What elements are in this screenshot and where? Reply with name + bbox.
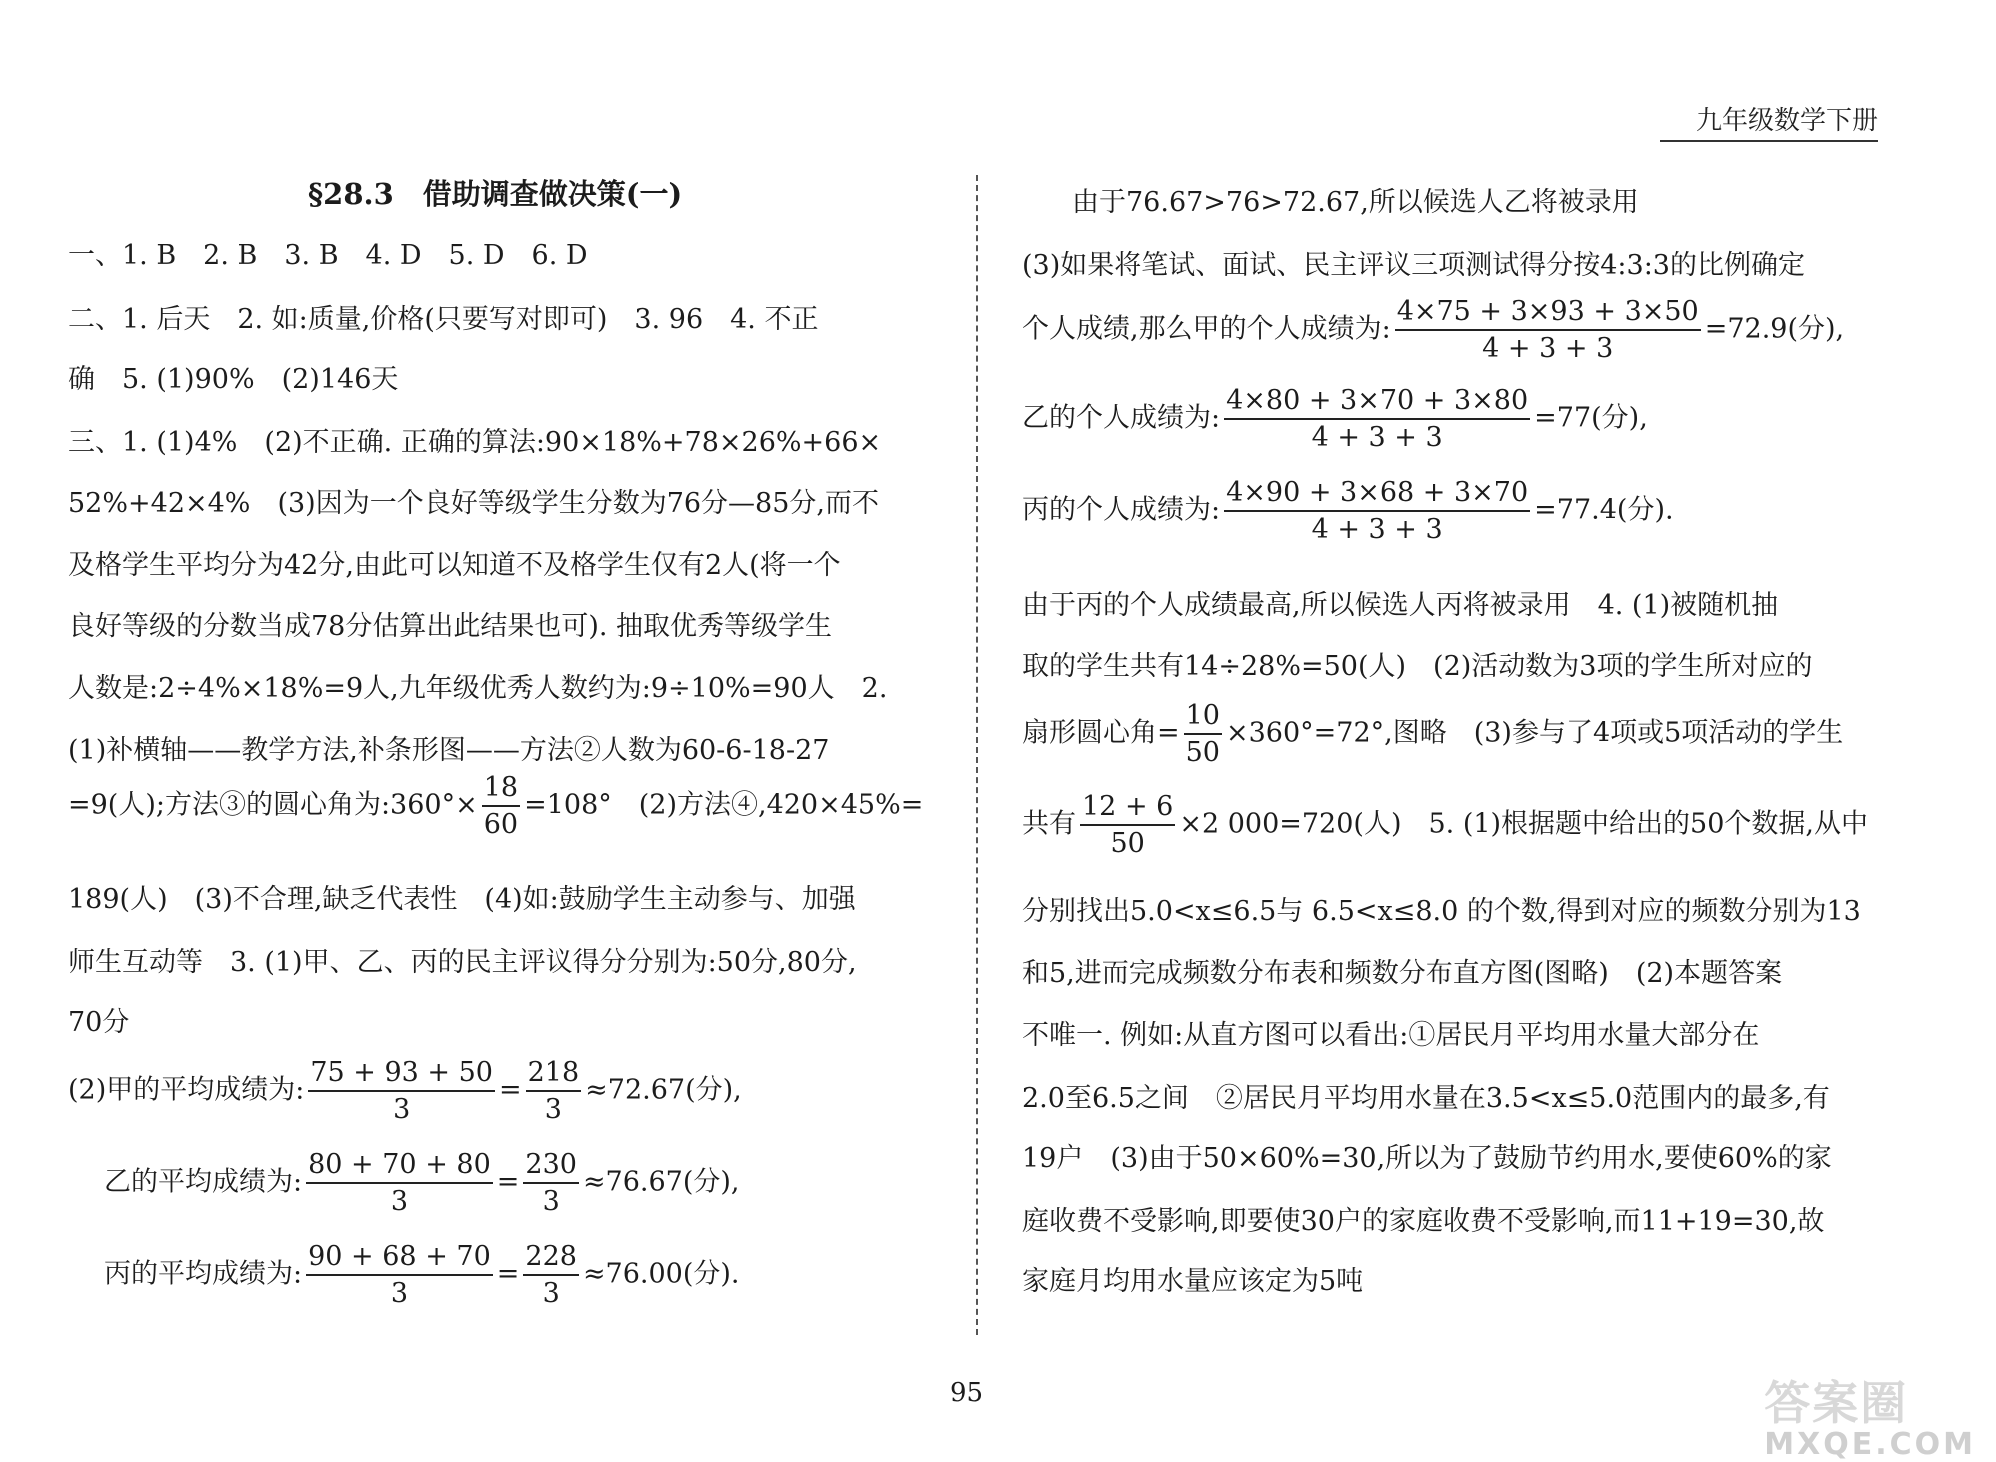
page-number: 95 [950, 1378, 984, 1408]
section-title: §28.3 借助调查做决策(一) [308, 177, 683, 211]
formula-yi-average: 乙的平均成绩为: $\frac{80 + 70 + 80}{3}$ = $\frac{230}{3}$ ≈76.67(分), [104, 1149, 740, 1217]
answer-line-7: 良好等级的分数当成78分估算出此结果也可). 抽取优秀等级学生 [68, 611, 833, 642]
answer-line-8: 人数是:2÷4%×18%=9人,九年级优秀人数约为:9÷10%=90人 2. [68, 673, 888, 704]
column-divider [976, 175, 978, 1335]
answer-line-r10: 分别找出5.0<x≤6.5与 6.5<x≤8.0 的个数,得到对应的频数分别为13 [1022, 896, 1861, 927]
answer-line-11: 189(人) (3)不合理,缺乏代表性 (4)如:鼓励学生主动参与、加强 [68, 884, 856, 915]
formula-participants: 共有 $\frac{12 + 6}{50}$ ×2 000=720(人) 5. (1)根据题中给出的50个数据,从中 [1022, 791, 1868, 859]
fraction: $\frac{18}{60}$ [483, 772, 519, 840]
answer-line-2: 二、1. 后天 2. 如:质量,价格(只要写对即可) 3. 96 4. 不正 [68, 304, 819, 335]
formula-jia-average: (2)甲的平均成绩为: $\frac{75 + 93 + 50}{3}$ = $\frac{218}{3}$ ≈72.67(分), [68, 1057, 742, 1125]
answer-line-r16: 家庭月均用水量应该定为5吨 [1022, 1266, 1364, 1297]
formula-bing-personal: 丙的个人成绩为: $\frac{4\times 90 + 3\times 68 + 3\times 70}{4 + 3 + 3}$ =77.4(分). [1022, 477, 1674, 545]
answer-line-r15: 庭收费不受影响,即要使30户的家庭收费不受影响,而11+19=30,故 [1022, 1206, 1825, 1237]
answer-line-r11: 和5,进而完成频数分布表和频数分布直方图(图略) (2)本题答案 [1022, 958, 1783, 989]
answer-line-r13: 2.0至6.5之间 ②居民月平均用水量在3.5<x≤5.0范围内的最多,有 [1022, 1083, 1830, 1114]
answer-line-3: 确 5. (1)90% (2)146天 [68, 364, 399, 395]
answer-line-10: =9(人);方法③的圆心角为:360°× $\frac{18}{60}$ =108° (2)方法④,420×45%= [68, 772, 924, 840]
answer-line-r7: 取的学生共有14÷28%=50(人) (2)活动数为3项的学生所对应的 [1022, 651, 1813, 682]
formula-bing-average: 丙的平均成绩为: $\frac{90 + 68 + 70}{3}$ = $\frac{228}{3}$ ≈76.00(分). [104, 1241, 740, 1309]
answer-line-1: 一、1. B 2. B 3. B 4. D 5. D 6. D [68, 240, 588, 271]
answer-line-r2: (3)如果将笔试、面试、民主评议三项测试得分按4:3:3的比例确定 [1022, 250, 1805, 281]
formula-yi-personal: 乙的个人成绩为: $\frac{4\times 80 + 3\times 70 + 3\times 80}{4 + 3 + 3}$ =77(分), [1022, 385, 1648, 453]
header-rule [1660, 140, 1878, 142]
formula-central-angle: 扇形圆心角= $\frac{10}{50}$ ×360°=72°,图略 (3)参与了4项或5项活动的学生 [1022, 700, 1844, 768]
answer-line-r1: 由于76.67>76>72.67,所以候选人乙将被录用 [1072, 187, 1639, 218]
answer-line-12: 师生互动等 3. (1)甲、乙、丙的民主评议得分分别为:50分,80分, [68, 947, 857, 978]
answer-line-r12: 不唯一. 例如:从直方图可以看出:①居民月平均用水量大部分在 [1022, 1020, 1760, 1051]
watermark-logo: 答案圈 MXQE.COM [1764, 1376, 1976, 1462]
answer-line-6: 及格学生平均分为42分,由此可以知道不及格学生仅有2人(将一个 [68, 550, 841, 581]
answer-line-r14: 19户 (3)由于50×60%=30,所以为了鼓励节约用水,要使60%的家 [1022, 1143, 1832, 1174]
formula-jia-personal: 个人成绩,那么甲的个人成绩为: $\frac{4\times 75 + 3\times 93 + 3\times 50}{4 + 3 + 3}$ =72.9(分), [1022, 296, 1845, 364]
answer-line-13: 70分 [68, 1007, 130, 1038]
answer-line-4: 三、1. (1)4% (2)不正确. 正确的算法:90×18%+78×26%+66× [68, 427, 882, 458]
answer-line-9: (1)补横轴——教学方法,补条形图——方法②人数为60-6-18-27 [68, 735, 830, 766]
answer-line-r6: 由于丙的个人成绩最高,所以候选人丙将被录用 4. (1)被随机抽 [1022, 590, 1779, 621]
answer-line-5: 52%+42×4% (3)因为一个良好等级学生分数为76分—85分,而不 [68, 488, 879, 519]
book-title: 九年级数学下册 [1695, 106, 1878, 136]
